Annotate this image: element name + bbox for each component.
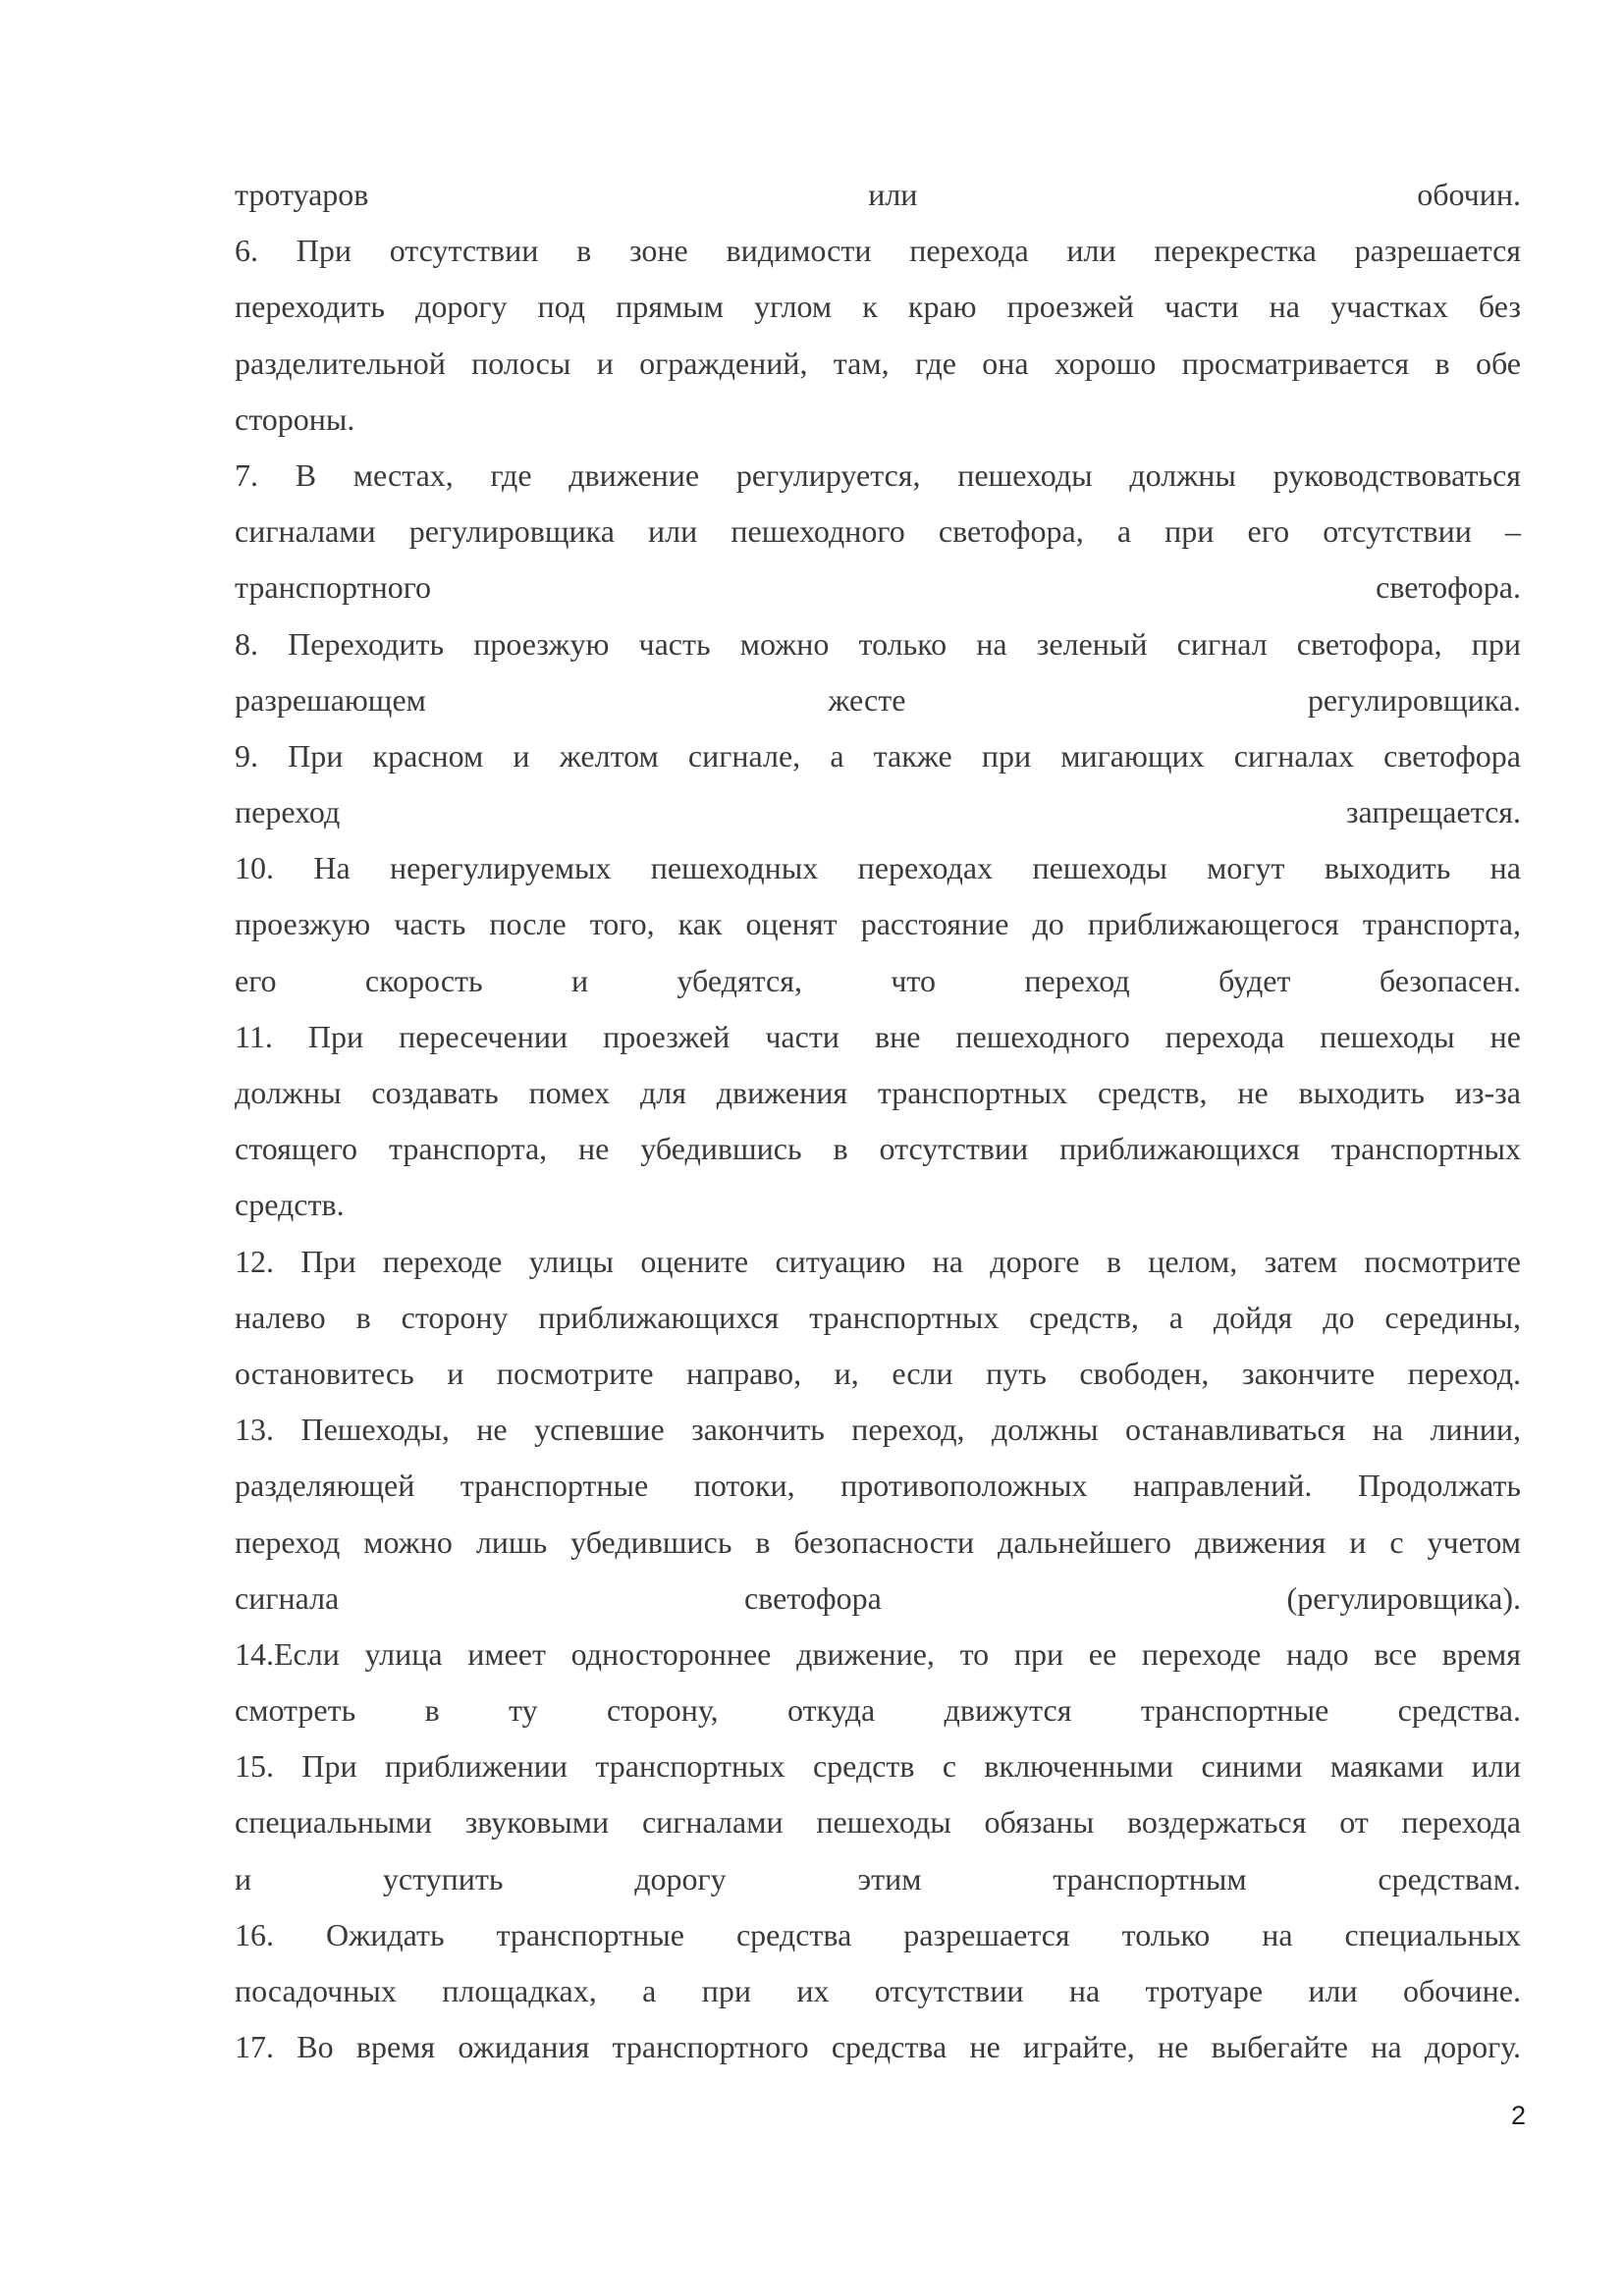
text-line: 14.Если улица имеет одностороннее движение, то при ее переходе надо все время <box>235 1635 1521 1672</box>
text-line: разрешающем жесте регулировщика. <box>235 681 1521 718</box>
text-line: смотреть в ту сторону, откуда движутся транспортные средства. <box>235 1692 1521 1729</box>
text-line: сигналами регулировщика или пешеходного светофора, а при его отсутствии – <box>235 513 1521 550</box>
text-line: тротуаров или обочин. <box>235 177 1521 212</box>
text-line: посадочных площадках, а при их отсутствии на тротуаре или обочине. <box>235 1973 1521 2008</box>
text-line: остановитесь и посмотрите направо, и, если путь свободен, закончите переход. <box>235 1355 1521 1391</box>
text-line: 15. При приближении транспортных средств с включенными синими маяками или <box>235 1748 1521 1785</box>
text-line: разделяющей транспортные потоки, противоположных направлений. Продолжать <box>235 1468 1521 1504</box>
text-line: 9. При красном и желтом сигнале, а также при мигающих сигналах светофора <box>235 737 1521 774</box>
text-line: 11. При пересечении проезжей части вне пешеходного перехода пешеходы не <box>235 1018 1521 1054</box>
text-line: средств. <box>235 1187 345 1223</box>
text-line: проезжую часть после того, как оценят расстояние до приближающегося транспорта, <box>235 906 1521 942</box>
text-line: 8. Переходить проезжую часть можно только на зеленый сигнал светофора, при <box>235 625 1521 662</box>
text-line: транспортного светофора. <box>235 569 1521 606</box>
text-line: должны создавать помех для движения транспортных средств, не выходить из-за <box>235 1075 1521 1110</box>
text-line: 10. На нерегулируемых пешеходных переходах пешеходы могут выходить на <box>235 850 1521 886</box>
text-line: 12. При переходе улицы оцените ситуацию на дороге в целом, затем посмотрите <box>235 1243 1521 1279</box>
text-line: 6. При отсутствии в зоне видимости перехода или перекрестка разрешается <box>235 233 1521 269</box>
text-line: специальными звуковыми сигналами пешеходы обязаны воздержаться от перехода <box>235 1804 1521 1841</box>
text-line: стороны. <box>235 400 355 437</box>
text-line: переход запрещается. <box>235 794 1521 830</box>
body-text <box>235 167 1521 2075</box>
text-line: переходить дорогу под прямым углом к краю проезжей части на участках без <box>235 289 1521 325</box>
text-line: 17. Во время ожидания транспортного средства не играйте, не выбегайте на дорогу. <box>235 2029 1521 2065</box>
page-number: 2 <box>1510 2101 1526 2130</box>
text-line: его скорость и убедятся, что переход будет безопасен. <box>235 962 1521 998</box>
text-line: сигнала светофора (регулировщика). <box>235 1579 1521 1616</box>
text-line: и уступить дорогу этим транспортным средствам. <box>235 1860 1521 1896</box>
text-line: переход можно лишь убедившись в безопасности дальнейшего движения и с учетом <box>235 1523 1521 1560</box>
text-line: разделительной полосы и ограждений, там, где она хорошо просматривается в обе <box>235 345 1521 381</box>
text-line: 13. Пешеходы, не успевшие закончить переход, должны останавливаться на линии, <box>235 1412 1521 1448</box>
text-line: 7. В местах, где движение регулируется, пешеходы должны руководствоваться <box>235 456 1521 493</box>
text-line: стоящего транспорта, не убедившись в отсутствии приближающихся транспортных <box>235 1131 1521 1167</box>
text-line: налево в сторону приближающихся транспортных средств, а дойдя до середины, <box>235 1299 1521 1335</box>
text-line: 16. Ожидать транспортные средства разрешается только на специальных <box>235 1916 1521 1952</box>
